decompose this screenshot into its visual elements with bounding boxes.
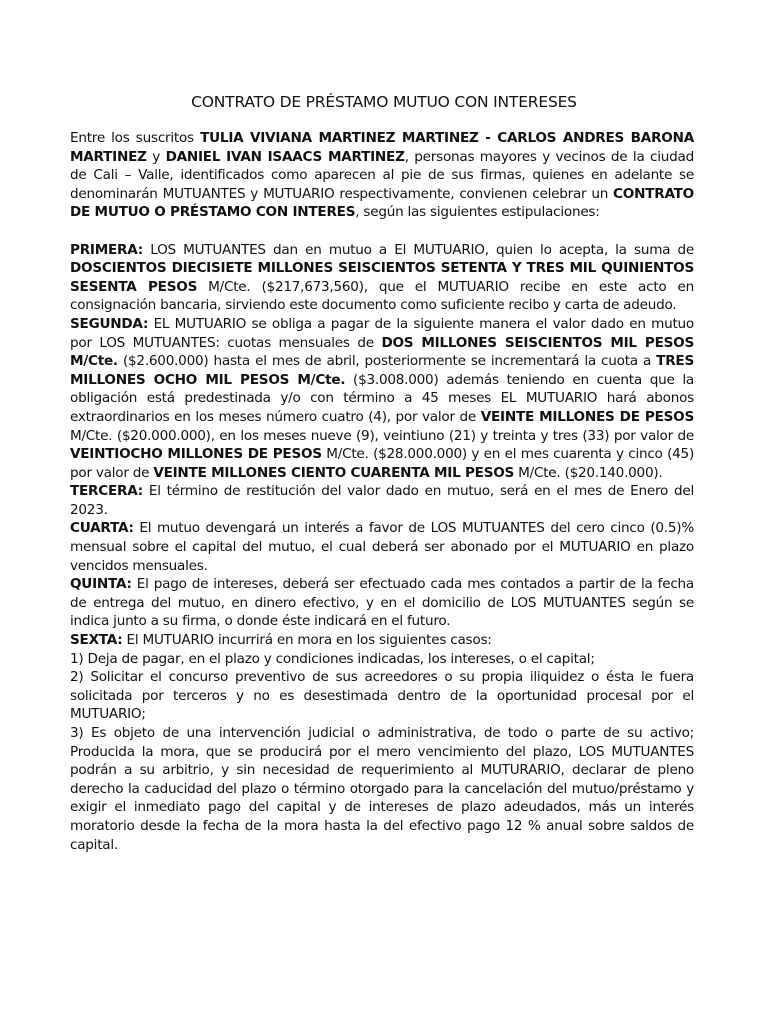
- clause-tercera-text: El término de restitución del valor dado en mutuo, será en el mes de Enero del 2023.: [70, 483, 694, 518]
- clause-primera-text-1: LOS MUTUANTES dan en mutuo a El MUTUARIO, quien lo acepta, la suma de: [142, 241, 694, 258]
- intro-text-3: , personas mayores y vecinos de la ciudad de Cali – Valle, identificados como aparecen al pie de sus firmas, quienes en adelante se denominarán MUTUANTES y MUTUARIO respectivamente, convienen celebrar un: [70, 148, 694, 202]
- intro-parties-1: TULIA VIVIANA MARTINEZ MARTINEZ - CARLOS ANDRES BARONA MARTINEZ: [70, 130, 694, 165]
- clause-segunda-text-1: EL MUTUARIO se obliga a pagar de la siguiente manera el valor dado en mutuo por LOS MUTUANTES: cuotas mensuales de: [70, 315, 694, 351]
- clause-cuarta: [70, 519, 694, 575]
- clause-tercera-label: TERCERA:: [70, 483, 143, 500]
- clause-segunda-amount-5: VEINTE MILLONES CIENTO CUARENTA MIL PESOS: [153, 464, 515, 481]
- clause-segunda-label: SEGUNDA:: [70, 315, 149, 332]
- clause-segunda: [70, 315, 694, 482]
- clause-segunda-amount-4: VEINTIOCHO MILLONES DE PESOS: [70, 446, 322, 463]
- intro-contract-name: CONTRATO DE MUTUO O PRÉSTAMO CON INTERES: [70, 185, 694, 221]
- clause-sexta-item-1: 1) Deja de pagar, en el plazo y condiciones indicadas, los intereses, o el capital;: [70, 650, 595, 667]
- clause-quinta-text: El pago de intereses, deberá ser efectuado cada mes contados a partir de la fecha de entrega del mutuo, en dinero efectivo, y en el domicilio de LOS MUTUANTES según se indica junto a su firma, o donde éste indicará en el futuro.: [70, 576, 694, 630]
- intro-text-1: Entre los suscritos: [70, 130, 201, 146]
- clause-segunda-amount-3: VEINTE MILLONES DE PESOS: [480, 408, 694, 425]
- intro-parties-2: DANIEL IVAN ISAACS MARTINEZ: [165, 148, 405, 165]
- clause-sexta-item-3: 3) Es objeto de una intervención judicial o administrativa, de todo o parte de su activo; Producida la mora, que se producirá por el mero vencimiento del plazo, LOS MUTUANTES podrán a su arbitrio, y sin necesidad de requerimiento al MUTURARIO, declarar de pleno derecho la caducidad del plazo o término otorgado para la cancelación del mutuo/préstamo y exigir el inmediato pago del capital y de intereses de plazo adeudados, más un interés moratorio desde la fecha de la mora hasta la del efectivo pago 12 % anual sobre saldos de capital.: [70, 725, 694, 853]
- intro-paragraph: [70, 129, 694, 222]
- document-title: CONTRATO DE PRÉSTAMO MUTUO CON INTERESES: [191, 93, 577, 111]
- intro-text-2: y: [146, 148, 166, 165]
- clause-sexta-item-2: 2) Solicitar el concurso preventivo de sus acreedores o su propia iliquidez o ésta le fuera solicitada por terceros y no es desestimada dentro de la oportunidad procesal por el MUTUARIO;: [70, 669, 694, 723]
- clause-sexta-label: SEXTA:: [70, 632, 123, 649]
- clause-tercera: [70, 482, 694, 519]
- document-body: [70, 129, 694, 854]
- clause-segunda-text-3: ($3.008.000) además teniendo en cuenta que la obligación está predestinada y/o con término a 45 meses EL MUTUARIO hará abonos extraordinarios en los meses número cuatro (4), por valor de: [70, 371, 694, 425]
- clause-segunda-text-5: M/Cte. ($28.000.000) y en el mes cuarenta y cinco (45) por valor de: [70, 446, 694, 481]
- clause-segunda-amount-1: DOS MILLONES SEISCIENTOS MIL PESOS M/Cte.: [70, 334, 694, 370]
- clause-segunda-text-6: M/Cte. ($20.140.000).: [514, 464, 663, 481]
- clause-cuarta-label: CUARTA:: [70, 520, 134, 537]
- clause-segunda-text-2: ($2.600.000) hasta el mes de abril, posteriormente se incrementará la cuota a: [117, 353, 657, 370]
- intro-text-4: , según las siguientes estipulaciones:: [355, 204, 600, 221]
- clause-quinta-label: QUINTA:: [70, 576, 132, 593]
- clause-cuarta-text: El mutuo devengará un interés a favor de LOS MUTUANTES del cero cinco (0.5)% mensual sobre el capital del mutuo, el cual deberá ser abonado por el MUTUARIO en plazo vencidos mensuales.: [70, 520, 694, 574]
- clause-sexta-text: El MUTUARIO incurrirá en mora en los siguientes casos:: [122, 632, 492, 649]
- clause-primera: [70, 241, 694, 315]
- clause-sexta: [70, 631, 694, 650]
- clause-primera-text-2: M/Cte. ($217,673,560), que el MUTUARIO recibe en este acto en consignación bancaria, sirviendo este documento como suficiente recibo y carta de adeudo.: [70, 278, 694, 314]
- clause-segunda-amount-2: TRES MILLONES OCHO MIL PESOS M/Cte.: [70, 353, 694, 388]
- clause-segunda-text-4: M/Cte. ($20.000.000), en los meses nueve (9), veintiuno (21) y treinta y tres (33) por valor de: [70, 427, 694, 444]
- clause-primera-amount: DOSCIENTOS DIECISIETE MILLONES SEISCIENTOS SETENTA Y TRES MIL QUINIENTOS SESENTA PESOS: [70, 260, 694, 295]
- clause-primera-label: PRIMERA:: [70, 241, 143, 258]
- clause-quinta: [70, 575, 694, 631]
